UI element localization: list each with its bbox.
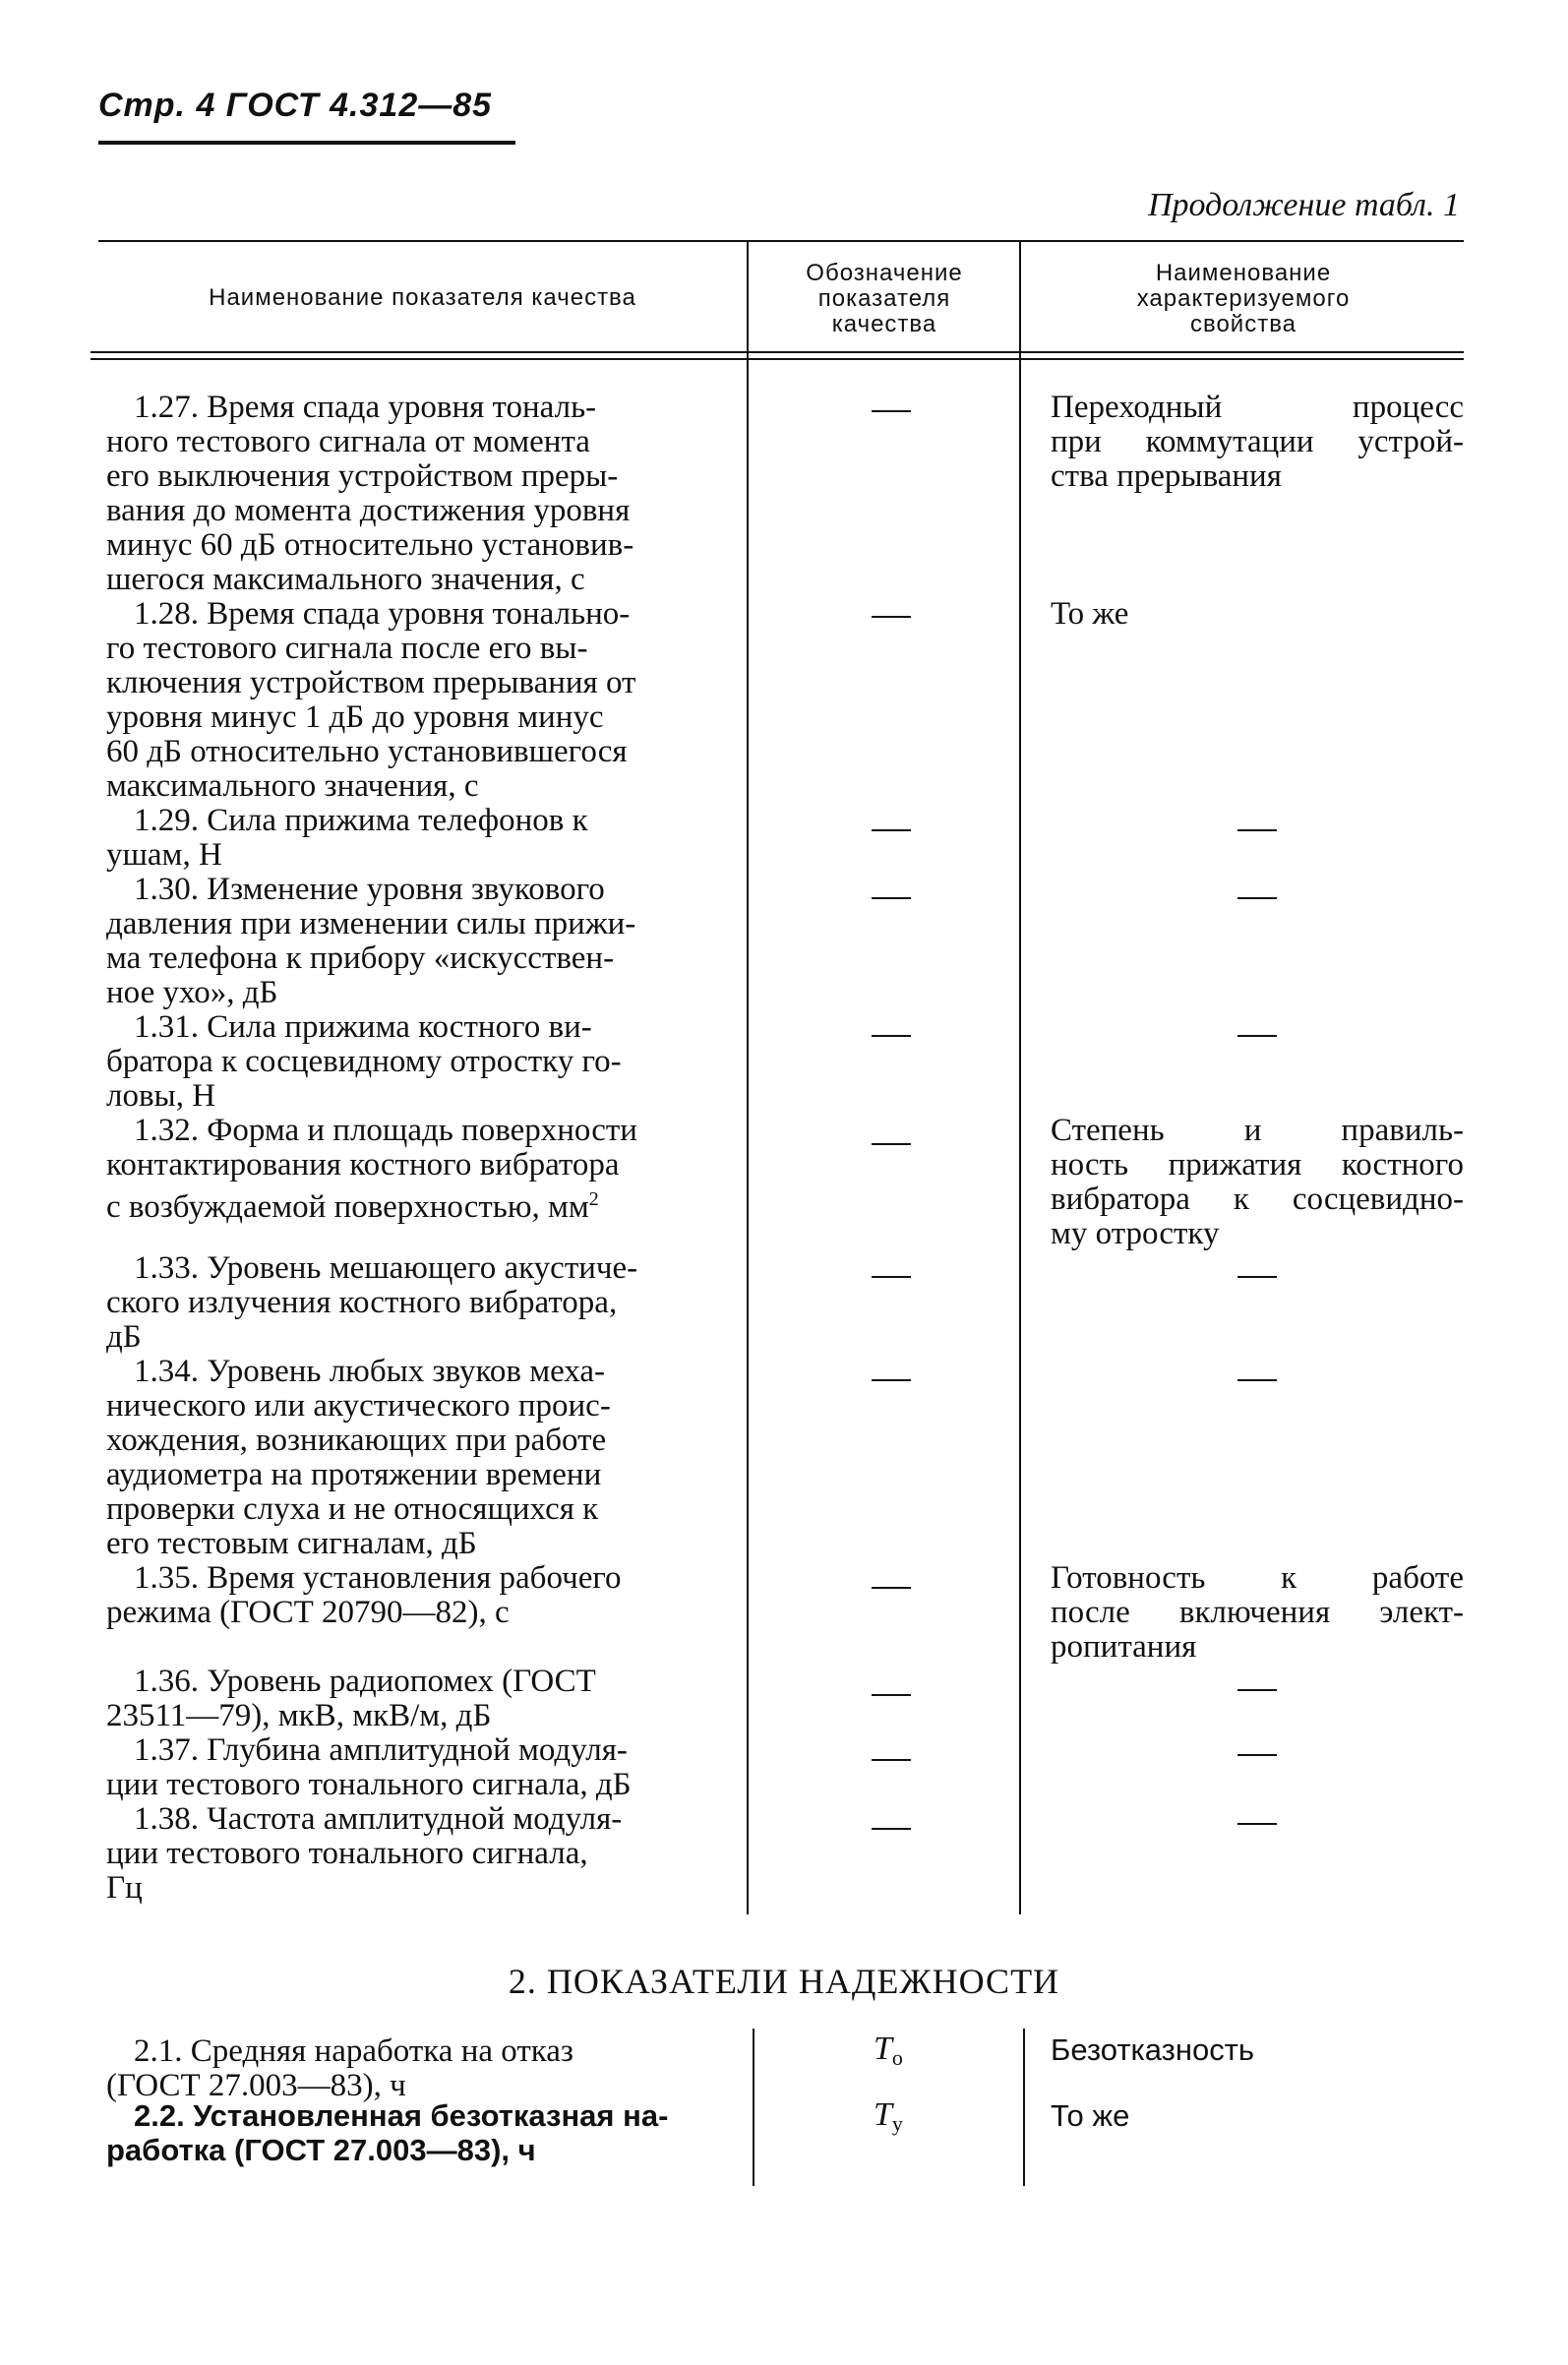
property-dash [1237,1689,1277,1691]
table-row: 1.27. Время спада уровня тональ- ного тестового сигнала от момента его выключения устройством преры- вания до момента достижения уровня минус 60 дБ относительно установив- шегося максимального значения, с [106,390,634,597]
designation-dash [872,1379,911,1381]
designation-dash [872,1276,911,1278]
section-title: 2. ПОКАЗАТЕЛИ НАДЕЖНОСТИ [508,1962,1060,2001]
designation-dash [872,829,911,831]
designation-dash [872,410,911,412]
designation-dash [872,616,911,618]
table-row: 1.28. Время спада уровня тонально- го тестового сигнала после его вы- ключения устройством прерывания от уровня минус 1 дБ до уровня минус 60 дБ относительно установившегося максимального значения, с [106,596,636,804]
designation-dash [872,897,911,899]
table-row: 1.31. Сила прижима костного ви- братора к сосцевидному отростку го- ловы, Н [106,1009,622,1114]
designation-dash [872,1828,911,1830]
table-row: 1.38. Частота амплитудной модуля- ции тестового тонального сигнала, Гц [106,1801,623,1906]
table-row: 2.2. Установленная безотказная на- работка (ГОСТ 27.003—83), ч [106,2098,669,2167]
column-divider [747,242,749,1914]
column-header-property: Наименование характеризуемого свойства [1136,260,1351,337]
property-dash [1237,1379,1277,1381]
property-text: То же [1051,2098,1130,2133]
designation-dash [872,1035,911,1037]
header-rule [98,141,515,145]
table-head-rule [90,351,1464,353]
property-dash [1237,1276,1277,1278]
property-dash [1237,829,1277,831]
table-row: 1.37. Глубина амплитудной модуля- ции тестового тонального сигнала, дБ [106,1732,632,1802]
page-header: Стр. 4 ГОСТ 4.312—85 [98,87,493,124]
column-divider [1019,242,1021,1914]
designation-dash [872,1587,911,1589]
table-row: 1.32. Форма и площадь поверхности контактирования костного вибратора с возбуждаемой поверхностью, $мм^2$ [106,1113,637,1225]
designation-dash [872,1759,911,1761]
property-text: Безотказность [1051,2032,1255,2067]
table-row: 1.35. Время установления рабочего режима (ГОСТ 20790—82), с [106,1560,622,1630]
table-row: 1.33. Уровень мешающего акустиче- ского излучения костного вибратора, дБ [106,1250,638,1355]
table-row: 1.29. Сила прижима телефонов к ушам, Н [106,803,588,873]
property-dash [1237,1754,1277,1756]
property-dash [1237,1823,1277,1825]
designation-dash [872,1143,911,1145]
table-row: 2.1. Средняя наработка на отказ (ГОСТ 27.003—83), ч [106,2033,573,2103]
table-head-rule [90,358,1464,360]
designation-symbol: $T_о$ [874,2031,903,2070]
property-dash [1237,897,1277,899]
property-text: Степень и правиль- ность прижатия костного вибратора к сосцевидно- му отростку [1051,1113,1464,1251]
property-text: Переходный процесс при коммутации устрой- ства прерывания [1051,390,1464,494]
property-text: То же [1051,596,1129,632]
table-top-rule [98,240,1464,242]
column-divider [753,2029,754,2186]
table-row: 1.30. Изменение уровня звукового давления при изменении силы прижи- ма телефона к прибору «искусствен- ное ухо», дБ [106,872,636,1010]
table-continuation-label: Продолжение табл. 1 [1147,187,1460,223]
column-divider [1023,2029,1025,2186]
property-dash [1237,1035,1277,1037]
designation-symbol: $T_у$ [874,2096,903,2136]
table-row: 1.36. Уровень радиопомех (ГОСТ 23511—79), мкВ, мкВ/м, дБ [106,1664,596,1733]
table-row: 1.34. Уровень любых звуков меха- нического или акустического проис- хождения, возникающих при работе аудиометра на протяжении времени проверки слуха и не относящихся к его тестовым сигналам, дБ [106,1354,611,1561]
column-header-name: Наименование показателя качества [209,284,636,311]
column-header-designation: Обозначение показателя качества [806,260,963,337]
property-text: Готовность к работе после включения элект- ропитания [1051,1560,1464,1665]
designation-dash [872,1694,911,1696]
